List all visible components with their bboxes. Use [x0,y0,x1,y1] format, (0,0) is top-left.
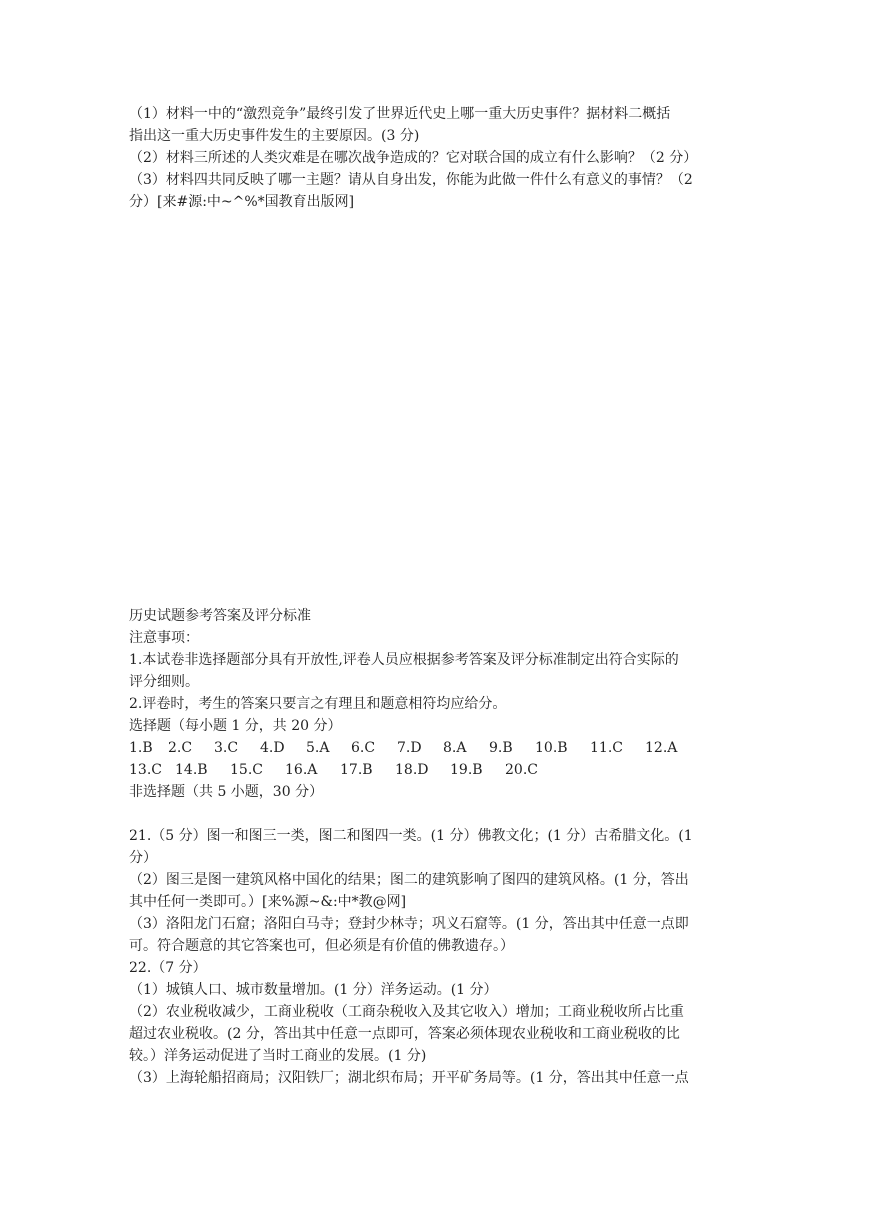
question-line: 分）[来#源:中~^%*国教育出版网] [129,194,355,210]
q22-line: 22.（7 分） [129,960,207,976]
mc-answer: 1.B [129,740,153,756]
q21-line: 可。符合题意的其它答案也可，但必须是有价值的佛教遗存。） [129,938,514,954]
mc-answer: 19.B [450,762,483,778]
question-block [129,103,741,213]
mc-answer: 10.B [535,740,568,756]
mc-answer: 17.B [340,762,373,778]
question-line: 指出这一重大历史事件发生的主要原因。(3 分) [129,128,420,144]
answer-key-section [129,605,741,1089]
mc-answer: 3.C [214,740,239,756]
q22-line: 超过农业税收。(2 分，答出其中任意一点即可，答案必须体现农业税收和工商业税收的比 [129,1026,680,1042]
mc-title: 选择题（每小题 1 分，共 20 分） [129,718,342,734]
mc-answer: 8.A [443,740,467,756]
mc-answer: 16.A [285,762,318,778]
note-line: 2.评卷时，考生的答案只要言之有理且和题意相符均应给分。 [129,696,507,712]
mc-answer: 14.B [175,762,208,778]
mc-answer: 9.B [489,740,513,756]
notes-title: 注意事项： [129,630,199,646]
mc-answer: 7.D [397,740,422,756]
mc-answer: 11.C [590,740,623,756]
mc-answer: 13.C [129,762,162,778]
mc-answer: 5.A [306,740,330,756]
q21-line: （3）洛阳龙门石窟；洛阳白马寺；登封少林寺；巩义石窟等。(1 分，答出其中任意一点即 [129,916,689,932]
q21-line: （2）图三是图一建筑风格中国化的结果；图二的建筑影响了图四的建筑风格。(1 分，答出 [129,872,689,888]
note-line: 评分细则。 [129,674,199,690]
question-line: （2）材料三所述的人类灾难是在哪次战争造成的？它对联合国的成立有什么影响？（2 分） [129,150,698,166]
mc-answer: 18.D [395,762,429,778]
mc-answer: 20.C [505,762,538,778]
mc-answers-row-2 [129,759,741,781]
mc-answer: 4.D [260,740,285,756]
spacer [129,803,741,825]
mc-answer: 12.A [645,740,678,756]
q22-line: （1）城镇人口、城市数量增加。(1 分）洋务运动。(1 分） [129,982,498,998]
non-mc-title: 非选择题（共 5 小题，30 分） [129,784,324,800]
q22-line: （2）农业税收减少，工商业税收（工商杂税收入及其它收入）增加；工商业税收所占比重 [129,1004,684,1020]
q21-line: 其中任何一类即可。）[来%源~&:中*教@网] [129,894,407,910]
question-line: （3）材料四共同反映了哪一主题？请从自身出发，你能为此做一件什么有意义的事情？（2 [129,172,693,188]
note-line: 1.本试卷非选择题部分具有开放性,评卷人员应根据参考答案及评分标准制定出符合实际的 [129,652,679,668]
question-line: （1）材料一中的“激烈竞争”最终引发了世界近代史上哪一重大历史事件？据材料二概括 [129,106,671,122]
mc-answer: 6.C [351,740,376,756]
mc-answer: 2.C [168,740,193,756]
mc-answer: 15.C [230,762,263,778]
answer-key-title: 历史试题参考答案及评分标准 [129,608,311,624]
q21-line: 21.（5 分）图一和图三一类，图二和图四一类。(1 分）佛教文化；(1 分）古希腊文化。(1 [129,828,693,844]
mc-answers-row-1 [129,737,741,759]
q22-line: （3）上海轮船招商局；汉阳铁厂；湖北织布局；开平矿务局等。(1 分，答出其中任意一点 [129,1070,689,1086]
q21-line: 分） [129,850,157,866]
q22-line: 较。）洋务运动促进了当时工商业的发展。(1 分) [129,1048,427,1064]
